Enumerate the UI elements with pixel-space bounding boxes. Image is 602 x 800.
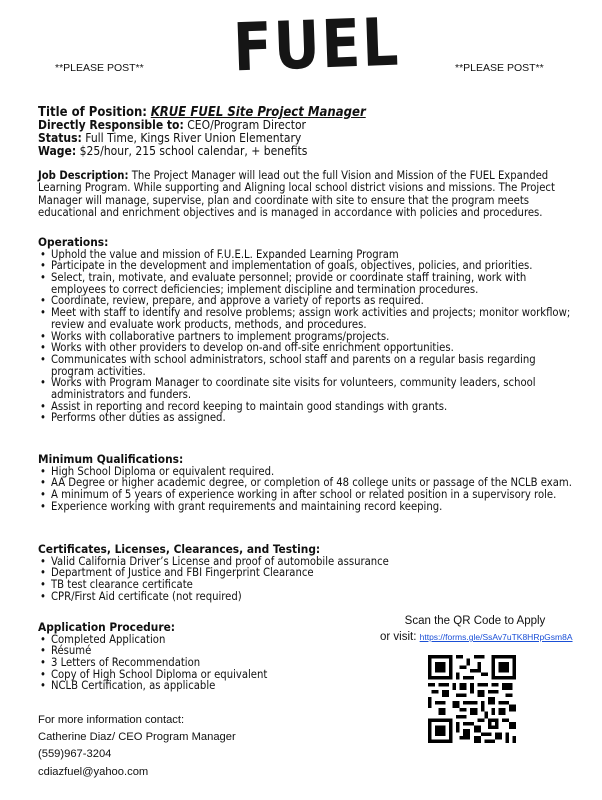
list-item: • Select, train, motivate, and evaluate personnel; provide or coordinate staff training, work with employees to correct deficiencies; implement discipline and termination procedures. — [38, 272, 578, 295]
list-item: • Participate in the development and implementation of goals, objectives, policies, and priorities. — [38, 260, 578, 272]
visit-label: or visit: — [380, 631, 417, 643]
qualifications-heading: Minimum Qualifications: — [38, 452, 184, 466]
list-item: • Communicates with school administrators, school staff and parents on a regular basis regarding program activities. — [38, 354, 578, 377]
wage-value: $25/hour, 215 school calendar, + benefits — [79, 144, 308, 158]
certificates-section — [38, 543, 578, 602]
qr-code-icon[interactable] — [428, 655, 516, 743]
certificates-heading: Certificates, Licenses, Clearances, and Testing: — [38, 542, 321, 556]
status-label: Status: — [38, 131, 82, 145]
contact-name: Catherine Diaz/ CEO Program Manager — [38, 731, 236, 744]
list-item: • Meet with staff to identify and resolve problems; assign work activities and projects; monitor workflow; review and evaluate work products, methods, and procedures. — [38, 307, 578, 330]
visit-line — [380, 629, 590, 645]
responsible-value: CEO/Program Director — [187, 118, 306, 132]
qualifications-section — [38, 453, 578, 512]
list-item: • Assist in reporting and record keeping to maintain good standings with grants. — [38, 401, 578, 413]
job-description-text: The Project Manager will lead out the full Vision and Mission of the FUEL Expanded Learning Program. While supporting and Aligning local school district visions and missions. The Project Manager will manage, supervise, plan and coordinate with site to ensure that the program meets educational and enrichment objectives and is managed in accordance with policies and procedures. — [38, 169, 555, 220]
operations-list — [38, 249, 578, 425]
list-item: • Résumé — [38, 645, 578, 657]
status-value: Full Time, Kings River Union Elementary — [85, 131, 302, 145]
wage-line — [38, 145, 366, 158]
list-item: • High School Diploma or equivalent required. — [38, 466, 578, 478]
please-post-right: **PLEASE POST** — [455, 62, 544, 74]
list-item: • Works with Program Manager to coordinate site visits for volunteers, community leaders, school administrators and funders. — [38, 377, 578, 400]
list-item: • Completed Application — [38, 634, 578, 646]
list-item: • Copy of High School Diploma or equivalent — [38, 669, 578, 681]
title-value: KRUE FUEL Site Project Manager — [150, 105, 366, 120]
list-item: • Performs other duties as assigned. — [38, 412, 578, 424]
list-item: • Works with collaborative partners to implement programs/projects. — [38, 331, 578, 343]
list-item: • NCLB Certification, as applicable — [38, 680, 578, 692]
list-item: • A minimum of 5 years of experience working in after school or related position in a supervisory role. — [38, 489, 578, 501]
list-item: • Department of Justice and FBI Fingerprint Clearance — [38, 567, 578, 579]
application-heading: Application Procedure: — [38, 620, 176, 634]
position-header — [38, 106, 366, 158]
fuel-logo: FUEL — [231, 3, 402, 87]
scan-text: Scan the QR Code to Apply — [404, 615, 546, 627]
list-item: • TB test clearance certificate — [38, 579, 578, 591]
responsible-label: Directly Responsible to: — [38, 118, 184, 132]
operations-section — [38, 236, 578, 424]
list-item: • Uphold the value and mission of F.U.E.L. Expanded Learning Program — [38, 249, 578, 261]
title-label: Title of Position: — [38, 105, 147, 120]
contact-email: cdiazfuel@yahoo.com — [38, 765, 149, 778]
qualifications-list — [38, 466, 578, 513]
list-item: • Experience working with grant requirements and maintaining record keeping. — [38, 501, 578, 513]
contact-intro: For more information contact: — [38, 714, 185, 726]
list-item: • Works with other providers to develop on-and off-site enrichment opportunities. — [38, 342, 578, 354]
list-item: • 3 Letters of Recommendation — [38, 657, 578, 669]
list-item: • AA Degree or higher academic degree, or completion of 48 college units or passage of the NCLB exam. — [38, 477, 578, 489]
certificates-list — [38, 556, 578, 603]
operations-heading: Operations: — [38, 235, 109, 249]
contact-block — [38, 712, 236, 781]
list-item: • CPR/First Aid certificate (not required) — [38, 591, 578, 603]
job-description — [38, 170, 558, 220]
wage-label: Wage: — [38, 144, 77, 158]
list-item: • Coordinate, review, prepare, and approve a variety of reports as required. — [38, 295, 578, 307]
apply-link[interactable]: https://forms.gle/SsAv7uTK8HRpGsm8A — [419, 632, 573, 642]
job-description-label: Job Description: — [38, 169, 129, 182]
list-item: • Valid California Driver’s License and proof of automobile assurance — [38, 556, 578, 568]
apply-online — [380, 613, 590, 645]
please-post-left: **PLEASE POST** — [55, 62, 144, 74]
contact-phone: (559)967-3204 — [38, 748, 112, 761]
